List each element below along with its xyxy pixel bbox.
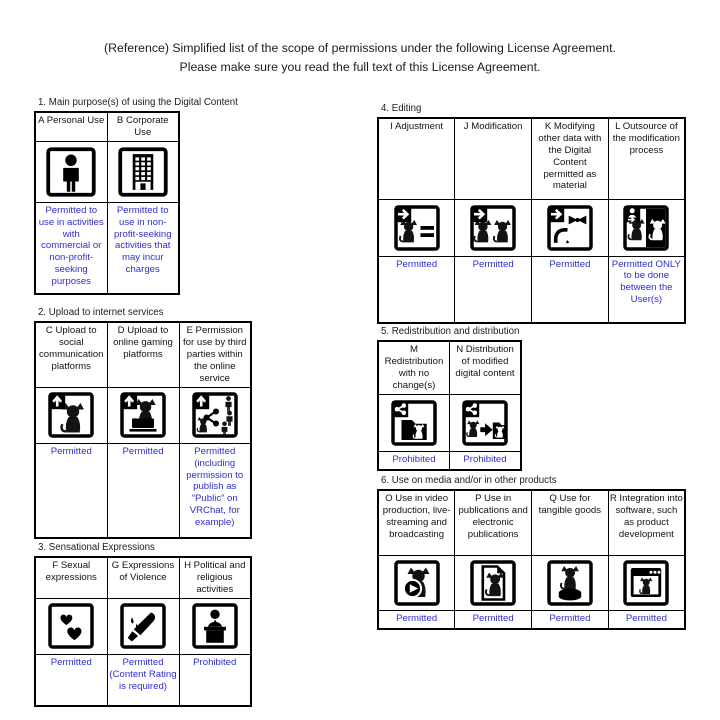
section-heading: 5. Redistribution and distribution xyxy=(381,326,520,337)
cell-header: C Upload to social communication platforms xyxy=(35,322,107,387)
section-heading: 1. Main purpose(s) of using the Digital Content xyxy=(38,97,238,108)
icon-cell xyxy=(35,387,107,443)
third-party-use-icon xyxy=(191,391,239,439)
permission-status: Permitted xyxy=(107,443,179,538)
personal-use-person-icon xyxy=(45,146,97,198)
permission-status: Permitted to use in activities with commercial or non-profit-seeking purposes xyxy=(35,202,107,294)
cell-header: J Modification xyxy=(455,118,532,199)
section-redistribution xyxy=(377,326,689,471)
modified-distribution-icon xyxy=(461,399,509,447)
permission-status: Permitted xyxy=(608,610,685,629)
section-heading: 2. Upload to internet services xyxy=(38,307,164,319)
icon-cell xyxy=(378,394,450,451)
right-column xyxy=(377,103,689,630)
permission-status: Permitted xyxy=(532,610,609,629)
permission-status: Permitted (Content Rating is required) xyxy=(107,654,179,706)
section-heading: 6. Use on media and/or in other products xyxy=(381,475,557,487)
cell-header: R Integration into software, such as product development xyxy=(608,490,685,555)
cell-header: B Corporate Use xyxy=(107,112,179,141)
section-upload xyxy=(34,307,259,539)
icon-cell xyxy=(378,555,455,610)
upload-social-icon xyxy=(47,391,95,439)
cell-header: Q Use for tangible goods xyxy=(532,490,609,555)
cell-header: O Use in video production, live-streaming and broadcasting xyxy=(378,490,455,555)
violence-knife-icon xyxy=(119,602,167,650)
permission-table-main-purpose xyxy=(34,111,180,295)
icon-cell xyxy=(455,199,532,256)
icon-cell xyxy=(532,555,609,610)
permission-status: Permitted xyxy=(35,654,107,706)
document-title-line2: Please make sure you read the full text of this License Agreement. xyxy=(179,60,541,75)
permission-table-upload xyxy=(34,321,252,539)
permission-status: Permitted ONLY to be done between the User(s) xyxy=(608,256,685,323)
permission-status: Permitted xyxy=(532,256,609,323)
icon-cell xyxy=(450,394,522,451)
icon-cell xyxy=(179,387,251,443)
permission-status: Permitted xyxy=(455,256,532,323)
icon-cell xyxy=(35,598,107,654)
left-column xyxy=(34,97,259,707)
permission-status: Prohibited xyxy=(378,451,450,470)
podium-speech-icon xyxy=(191,602,239,650)
section-sensational xyxy=(34,542,259,707)
permission-status: Permitted xyxy=(378,256,455,323)
cell-header: L Outsource of the modification process xyxy=(608,118,685,199)
cell-header: P Use in publications and electronic publications xyxy=(455,490,532,555)
section-editing xyxy=(377,103,689,324)
permission-status: Prohibited xyxy=(450,451,522,470)
hearts-icon xyxy=(47,602,95,650)
adjustment-icon xyxy=(393,204,441,252)
icon-cell xyxy=(608,199,685,256)
section-heading: 4. Editing xyxy=(381,103,422,114)
cell-header: G Expressions of Violence xyxy=(107,557,179,598)
section-heading: 3. Sensational Expressions xyxy=(38,542,155,554)
icon-cell xyxy=(107,387,179,443)
redistribution-icon xyxy=(390,399,438,447)
icon-cell xyxy=(608,555,685,610)
cell-header: F Sexual expressions xyxy=(35,557,107,598)
document-title-line1: (Reference) Simplified list of the scope of permissions under the following License Agreement. xyxy=(104,41,616,55)
icon-cell xyxy=(532,199,609,256)
cell-header: D Upload to online gaming platforms xyxy=(107,322,179,387)
document-title xyxy=(40,39,680,77)
permission-table-redistribution xyxy=(377,340,522,471)
permission-status: Permitted to use in non-profit-seeking activities that may incur charges xyxy=(107,202,179,294)
permission-status: Permitted xyxy=(455,610,532,629)
cell-header: M Redistribution with no change(s) xyxy=(378,341,450,394)
cell-header: I Adjustment xyxy=(378,118,455,199)
cell-header: A Personal Use xyxy=(35,112,107,141)
video-production-icon xyxy=(393,559,441,607)
permission-status: Permitted xyxy=(35,443,107,538)
icon-cell xyxy=(455,555,532,610)
cell-header: E Permission for use by third parties within the online service xyxy=(179,322,251,387)
publications-icon xyxy=(469,559,517,607)
outsource-icon xyxy=(622,204,670,252)
icon-cell xyxy=(107,598,179,654)
icon-cell xyxy=(107,141,179,202)
permission-status: Permitted (including permission to publish as “Public” on VRChat, for example) xyxy=(179,443,251,538)
upload-gaming-icon xyxy=(119,391,167,439)
software-integration-icon xyxy=(622,559,670,607)
corporate-building-icon xyxy=(117,146,169,198)
icon-cell xyxy=(378,199,455,256)
permission-status: Permitted xyxy=(378,610,455,629)
cell-header: H Political and religious activities xyxy=(179,557,251,598)
permission-table-media-products xyxy=(377,489,686,630)
section-media-products xyxy=(377,475,689,630)
modification-icon xyxy=(469,204,517,252)
permission-status: Prohibited xyxy=(179,654,251,706)
icon-cell xyxy=(179,598,251,654)
permission-table-sensational xyxy=(34,556,252,707)
tangible-goods-icon xyxy=(546,559,594,607)
cell-header: K Modifying other data with the Digital Content permitted as material xyxy=(532,118,609,199)
modify-other-data-icon xyxy=(546,204,594,252)
cell-header: N Distribution of modified digital content xyxy=(450,341,522,394)
icon-cell xyxy=(35,141,107,202)
permission-table-editing xyxy=(377,117,686,324)
section-main-purpose xyxy=(34,97,259,295)
